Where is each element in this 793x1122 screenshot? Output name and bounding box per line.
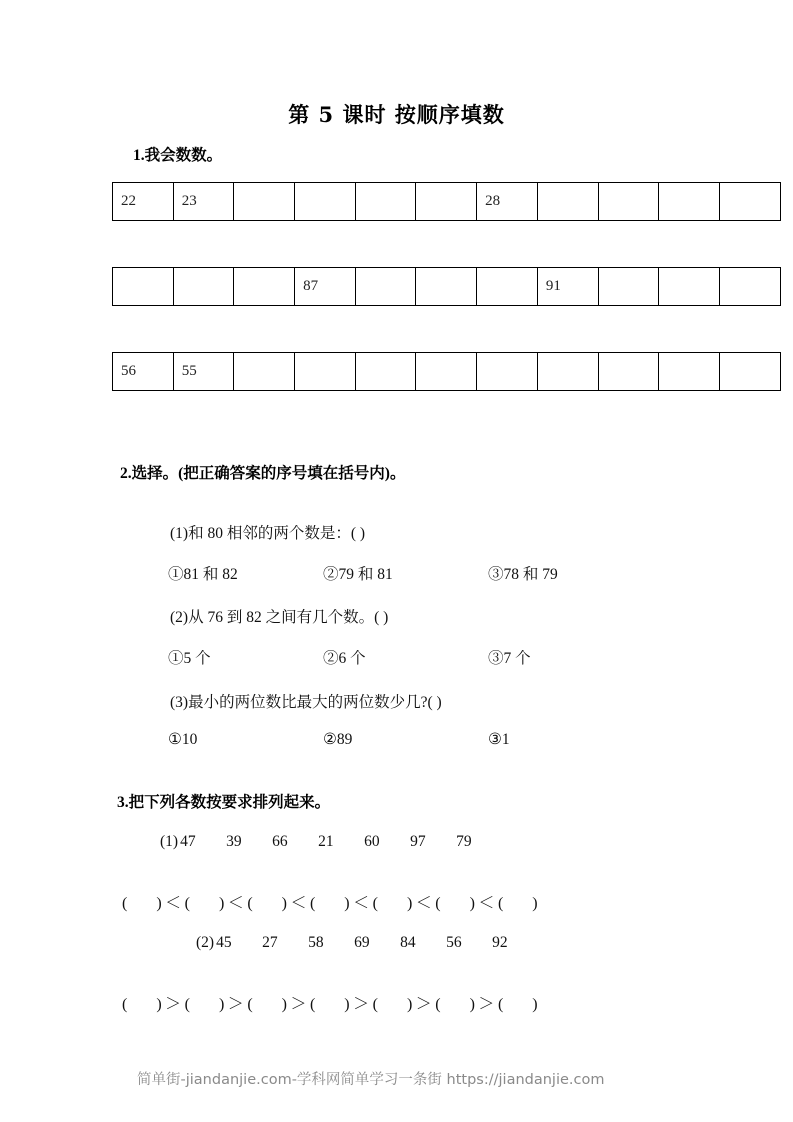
- table-cell-value[interactable]: 23: [173, 183, 234, 221]
- ordering-number: 79: [456, 833, 472, 850]
- table-cell-blank[interactable]: [234, 353, 295, 391]
- answer-blank-close[interactable]: ): [344, 895, 350, 912]
- answer-blank-close[interactable]: ): [281, 996, 287, 1013]
- table-row: [113, 183, 781, 221]
- comparison-operator: ＞: [165, 996, 182, 1013]
- table-cell-blank[interactable]: [416, 268, 477, 306]
- answer-blank-close[interactable]: ): [469, 895, 475, 912]
- table-cell-blank[interactable]: [659, 183, 720, 221]
- answer-blank[interactable]: (: [247, 996, 253, 1013]
- comparison-operator: ＜: [165, 895, 182, 912]
- table-cell-blank[interactable]: [598, 268, 659, 306]
- ordering-number: 97: [410, 833, 426, 850]
- comparison-operator: ＜: [227, 895, 244, 912]
- ordering-number: 47: [180, 833, 196, 850]
- answer-blank[interactable]: (: [435, 996, 441, 1013]
- answer-blank[interactable]: (: [184, 996, 190, 1013]
- table-cell-blank[interactable]: [295, 353, 356, 391]
- table-cell-blank[interactable]: [598, 353, 659, 391]
- answer-blank[interactable]: (: [309, 895, 316, 912]
- question-1-stem: (1)和 80 相邻的两个数是：( ): [170, 525, 366, 542]
- ordering-item-1-label: (1): [160, 833, 179, 850]
- table-cell-value[interactable]: 91: [537, 268, 598, 306]
- ordering-number: 21: [318, 833, 334, 850]
- answer-blank-close[interactable]: ): [344, 996, 350, 1013]
- ordering-item-1-answer-row[interactable]: [122, 890, 538, 913]
- ordering-number: 45: [216, 934, 232, 951]
- table-cell-blank[interactable]: [598, 183, 659, 221]
- comparison-operator: ＜: [415, 895, 432, 912]
- ordering-item-1-numbers: [160, 833, 502, 851]
- comparison-operator: ＜: [478, 895, 495, 912]
- question-3-options: [168, 730, 510, 749]
- table-cell-blank[interactable]: [719, 268, 780, 306]
- comparison-operator: ＞: [290, 996, 307, 1013]
- table-cell-value[interactable]: 22: [113, 183, 174, 221]
- ordering-number: 84: [400, 934, 416, 951]
- number-sequence-table-3: [112, 352, 781, 391]
- table-cell-value[interactable]: 28: [477, 183, 538, 221]
- section-heading-multiple-choice: 2.选择。(把正确答案的序号填在括号内)。: [120, 465, 406, 482]
- table-cell-blank[interactable]: [295, 183, 356, 221]
- question-1-options: [168, 562, 558, 584]
- number-sequence-table-2: [112, 267, 781, 306]
- ordering-number: 66: [272, 833, 288, 850]
- table-cell-value[interactable]: 56: [113, 353, 174, 391]
- comparison-operator: ＜: [353, 895, 370, 912]
- question-3-option-3[interactable]: ③1: [488, 731, 510, 748]
- ordering-number: 60: [364, 833, 380, 850]
- answer-blank[interactable]: (: [122, 996, 128, 1013]
- ordering-item-2-numbers: [196, 934, 538, 952]
- table-cell-blank[interactable]: [659, 268, 720, 306]
- answer-blank-close[interactable]: ): [532, 996, 538, 1013]
- section-heading-counting: 1.我会数数。: [133, 147, 223, 164]
- ordering-number: 69: [354, 934, 370, 951]
- question-3-option-1[interactable]: ①10: [168, 731, 198, 748]
- comparison-operator: ＞: [353, 996, 370, 1013]
- table-cell-value[interactable]: 55: [173, 353, 234, 391]
- table-cell-blank[interactable]: [537, 353, 598, 391]
- table-cell-value[interactable]: 87: [295, 268, 356, 306]
- page-title: 第 5 课时 按顺序填数: [288, 102, 505, 127]
- answer-blank[interactable]: (: [497, 996, 504, 1013]
- table-cell-blank[interactable]: [416, 183, 477, 221]
- footer-watermark: 简单街-jiandanjie.com-学科网简单学习一条街 https://jiandanjie.com: [137, 1072, 605, 1088]
- ordering-item-2-answer-row[interactable]: [122, 991, 538, 1014]
- question-2-options: [168, 646, 531, 668]
- table-cell-blank[interactable]: [355, 183, 416, 221]
- question-2-option-3[interactable]: ③7 个: [488, 650, 531, 667]
- answer-blank[interactable]: (: [497, 895, 504, 912]
- answer-blank-close[interactable]: ): [281, 895, 287, 912]
- question-3-stem: (3)最小的两位数比最大的两位数少几?( ): [170, 694, 442, 711]
- question-2-option-1[interactable]: ①5 个: [168, 650, 211, 667]
- table-cell-blank[interactable]: [355, 353, 416, 391]
- question-2-stem: (2)从 76 到 82 之间有几个数。( ): [170, 609, 389, 626]
- ordering-number: 56: [446, 934, 462, 951]
- number-sequence-table-1: [112, 182, 781, 221]
- table-cell-blank[interactable]: [234, 268, 295, 306]
- table-cell-blank[interactable]: [416, 353, 477, 391]
- table-cell-blank[interactable]: [113, 268, 174, 306]
- answer-blank[interactable]: (: [435, 895, 441, 912]
- section-heading-ordering: 3.把下列各数按要求排列起来。: [117, 794, 331, 811]
- table-cell-blank[interactable]: [477, 353, 538, 391]
- table-cell-blank[interactable]: [719, 183, 780, 221]
- question-3-option-2[interactable]: ②89: [323, 731, 353, 748]
- question-1-option-1[interactable]: ①81 和 82: [168, 566, 238, 583]
- question-1-option-2[interactable]: ②79 和 81: [323, 566, 393, 583]
- table-cell-blank[interactable]: [537, 183, 598, 221]
- answer-blank[interactable]: (: [309, 996, 316, 1013]
- ordering-number: 58: [308, 934, 324, 951]
- answer-blank-close[interactable]: ): [218, 996, 225, 1013]
- ordering-item-2-label: (2): [196, 934, 215, 951]
- answer-blank-close[interactable]: ): [469, 996, 475, 1013]
- table-cell-blank[interactable]: [659, 353, 720, 391]
- comparison-operator: ＞: [415, 996, 432, 1013]
- table-row: [113, 268, 781, 306]
- table-cell-blank[interactable]: [477, 268, 538, 306]
- table-cell-blank[interactable]: [173, 268, 234, 306]
- comparison-operator: ＞: [227, 996, 244, 1013]
- answer-blank-close[interactable]: ): [218, 895, 225, 912]
- table-cell-blank[interactable]: [234, 183, 295, 221]
- question-2-option-2[interactable]: ②6 个: [323, 650, 366, 667]
- answer-blank[interactable]: (: [247, 895, 253, 912]
- comparison-operator: ＞: [478, 996, 495, 1013]
- answer-blank[interactable]: (: [122, 895, 128, 912]
- answer-blank-close[interactable]: ): [406, 996, 413, 1013]
- answer-blank-close[interactable]: ): [156, 895, 162, 912]
- answer-blank-close[interactable]: ): [532, 895, 538, 912]
- answer-blank-close[interactable]: ): [156, 996, 162, 1013]
- answer-blank-close[interactable]: ): [406, 895, 413, 912]
- table-row: [113, 353, 781, 391]
- comparison-operator: ＜: [290, 895, 307, 912]
- answer-blank[interactable]: (: [184, 895, 190, 912]
- answer-blank[interactable]: (: [372, 895, 378, 912]
- ordering-number: 92: [492, 934, 508, 951]
- question-1-option-3[interactable]: ③78 和 79: [488, 566, 558, 583]
- ordering-number: 27: [262, 934, 278, 951]
- ordering-number: 39: [226, 833, 242, 850]
- table-cell-blank[interactable]: [355, 268, 416, 306]
- answer-blank[interactable]: (: [372, 996, 378, 1013]
- table-cell-blank[interactable]: [719, 353, 780, 391]
